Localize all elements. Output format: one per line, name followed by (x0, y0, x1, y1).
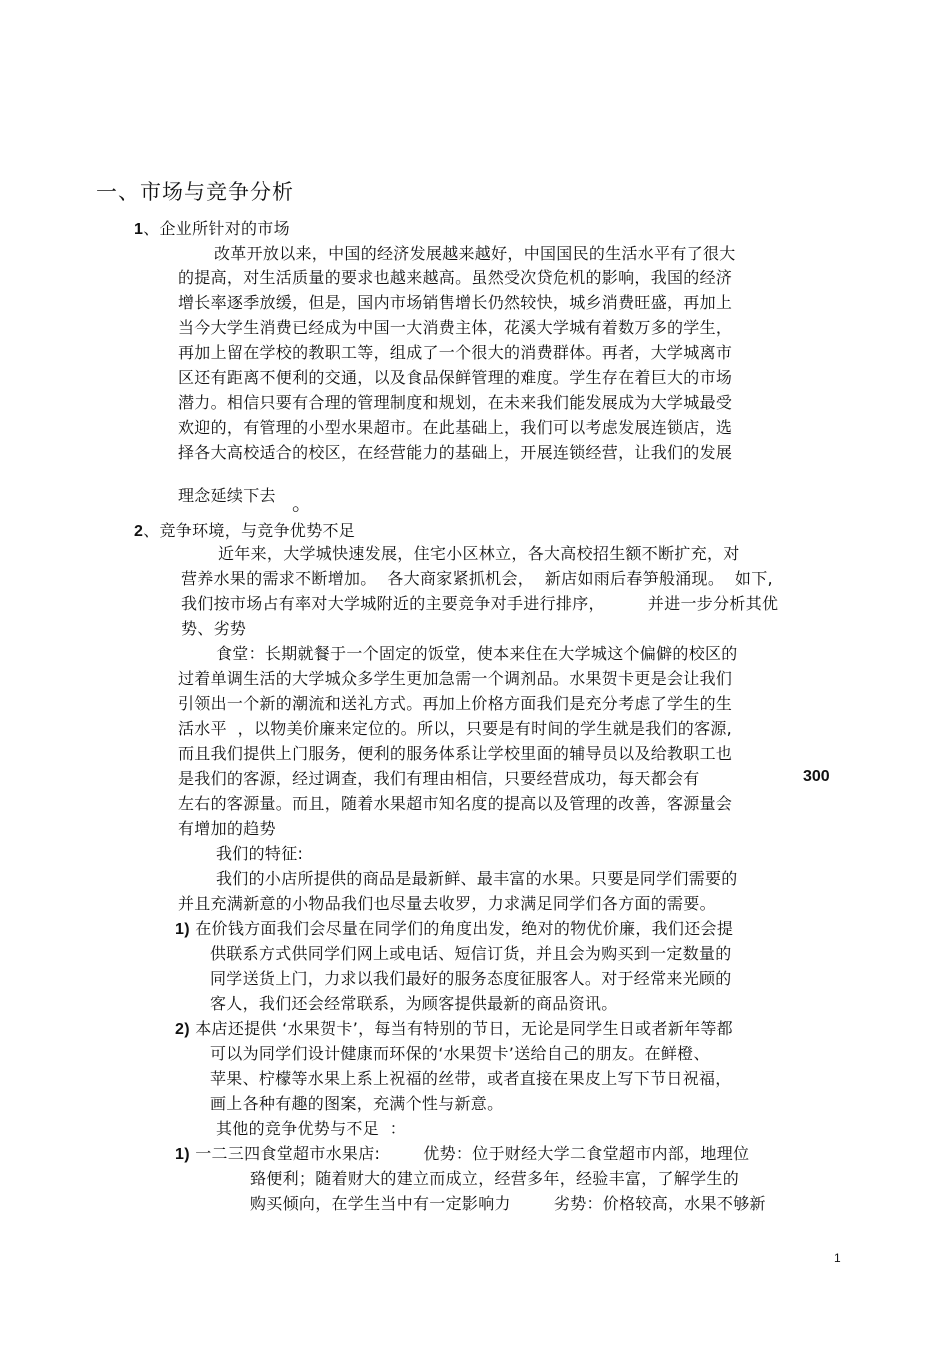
competitor-item-1-text: 一二三四食堂超市水果店: 优势：位于财经大学二食堂超市内部，地理位 (195, 1144, 750, 1163)
page-number: 1 (834, 1251, 841, 1265)
list-item-1-text: 在价钱方面我们会尽量在同学们的角度出发，绝对的物优价廉，我们还会提 (195, 919, 734, 938)
paragraph-line: 欢迎的，有管理的小型水果超市。在此基础上，我们可以考虑发展连锁店，选 (178, 418, 733, 437)
subsection-1-title (134, 218, 290, 241)
end-period: 。 (292, 491, 312, 515)
paragraph-line: 改革开放以来，中国的经济发展越来越好，中国国民的生活水平有了很大 (214, 244, 736, 263)
features-title: 我们的特征: (216, 844, 304, 863)
paragraph-line: 择各大高校适合的校区，在经营能力的基础上，开展连锁经营，让我们的发展 (178, 443, 733, 462)
others-title: 其他的竞争优势与不足 ： (216, 1119, 407, 1138)
paragraph-line: 潜力。相信只要有合理的管理制度和规划，在未来我们能发展成为大学城最受 (178, 393, 733, 412)
paragraph-line: 供联系方式供同学们网上或电话、短信订货，并且会为购买到一定数量的 (210, 944, 732, 963)
paragraph-line: 势、劣势 (181, 619, 247, 638)
paragraph-line: 有增加的趋势 (178, 819, 276, 838)
paragraph-line: 食堂：长期就餐于一个固定的饭堂，使本来住在大学城这个偏僻的校区的 (216, 644, 738, 663)
paragraph-line: 臵便利；随着财大的建立而成立，经营多年，经验丰富，了解学生的 (250, 1169, 740, 1188)
subsection-2-label: 、竞争环境，与竞争优势不足 (143, 521, 356, 540)
competitor-item-1 (175, 1143, 749, 1166)
paragraph-line: 再加上留在学校的教职工等，组成了一个很大的消费群体。再者，大学城离市 (178, 343, 733, 362)
paragraph-line: 并且充满新意的小物品我们也尽量去收罗，力求满足同学们各方面的需要。 (178, 894, 716, 913)
paragraph-line: 左右的客源量。而且，随着水果超市知名度的提高以及管理的改善，客源量会 (178, 794, 733, 813)
paragraph-line: 苹果、柠檬等水果上系上祝福的丝带，或者直接在果皮上写下节日祝福， (210, 1069, 732, 1088)
paragraph-line: 营养水果的需求不断增加。 各大商家紧抓机会， 新店如雨后春笋般涌现。 如下, (181, 569, 773, 588)
paragraph-line: 增长率逐季放缓，但是，国内市场销售增长仍然较快，城乡消费旺盛，再加上 (178, 293, 733, 312)
paragraph-line: 购买倾向，在学生当中有一定影响力 劣势：价格较高，水果不够新 (250, 1194, 766, 1213)
paragraph-line: 画上各种有趣的图案，充满个性与新意。 (210, 1094, 504, 1113)
list-item-2-text: 本店还提供 ‘水果贺卡’，每当有特别的节日，无论是同学生日或者新年等都 (195, 1019, 733, 1038)
customer-count: 300 (803, 768, 830, 785)
paragraph-line: 同学送货上门，力求以我们最好的服务态度征服客人。对于经常来光顾的 (210, 969, 732, 988)
competitor-item-1-number: 1) (175, 1146, 190, 1163)
paragraph-line: 区还有距离不便利的交通，以及食品保鲜管理的难度。学生存在着巨大的市场 (178, 368, 733, 387)
paragraph-line: 理念延续下去 (178, 486, 276, 505)
list-item-2 (175, 1018, 733, 1041)
subsection-2-number: 2 (134, 523, 144, 540)
paragraph-line: 是我们的客源，经过调查，我们有理由相信，只要经营成功，每天都会有 (178, 769, 700, 788)
subsection-1-number: 1 (134, 221, 144, 238)
paragraph-line: 的提高，对生活质量的要求也越来越高。虽然受次贷危机的影响，我国的经济 (178, 268, 733, 287)
paragraph-line: 我们按市场占有率对大学城附近的主要竞争对手进行排序， 并进一步分析其优 (181, 594, 779, 613)
paragraph-line: 可以为同学们设计健康而环保的‘水果贺卡’送给自己的朋友。在鲜橙、 (210, 1044, 710, 1063)
paragraph-line: 而且我们提供上门服务，便利的服务体系让学校里面的辅导员以及给教职工也 (178, 744, 733, 763)
list-item-1-number: 1) (175, 921, 190, 938)
section-heading: 一、市场与竞争分析 (96, 180, 294, 204)
paragraph-line: 近年来，大学城快速发展，住宅小区林立，各大高校招生额不断扩充，对 (218, 544, 740, 563)
paragraph-line: 我们的小店所提供的商品是最新鲜、最丰富的水果。只要是同学们需要的 (216, 869, 738, 888)
subsection-1-label: 、企业所针对的市场 (143, 219, 290, 238)
paragraph-line: 当今大学生消费已经成为中国一大消费主体，花溪大学城有着数万多的学生， (178, 318, 733, 337)
paragraph-line: 引领出一个新的潮流和送礼方式。再加上价格方面我们是充分考虑了学生的生 (178, 694, 733, 713)
list-item-1 (175, 918, 733, 941)
paragraph-line: 活水平 ，以物美价廉来定位的。所以，只要是有时间的学生就是我们的客源, (178, 719, 733, 738)
paragraph-line: 客人，我们还会经常联系，为顾客提供最新的商品资讯。 (210, 994, 618, 1013)
subsection-2-title (134, 520, 355, 543)
list-item-2-number: 2) (175, 1021, 190, 1038)
paragraph-line: 过着单调生活的大学城众多学生更加急需一个调剂品。水果贺卡更是会让我们 (178, 669, 733, 688)
